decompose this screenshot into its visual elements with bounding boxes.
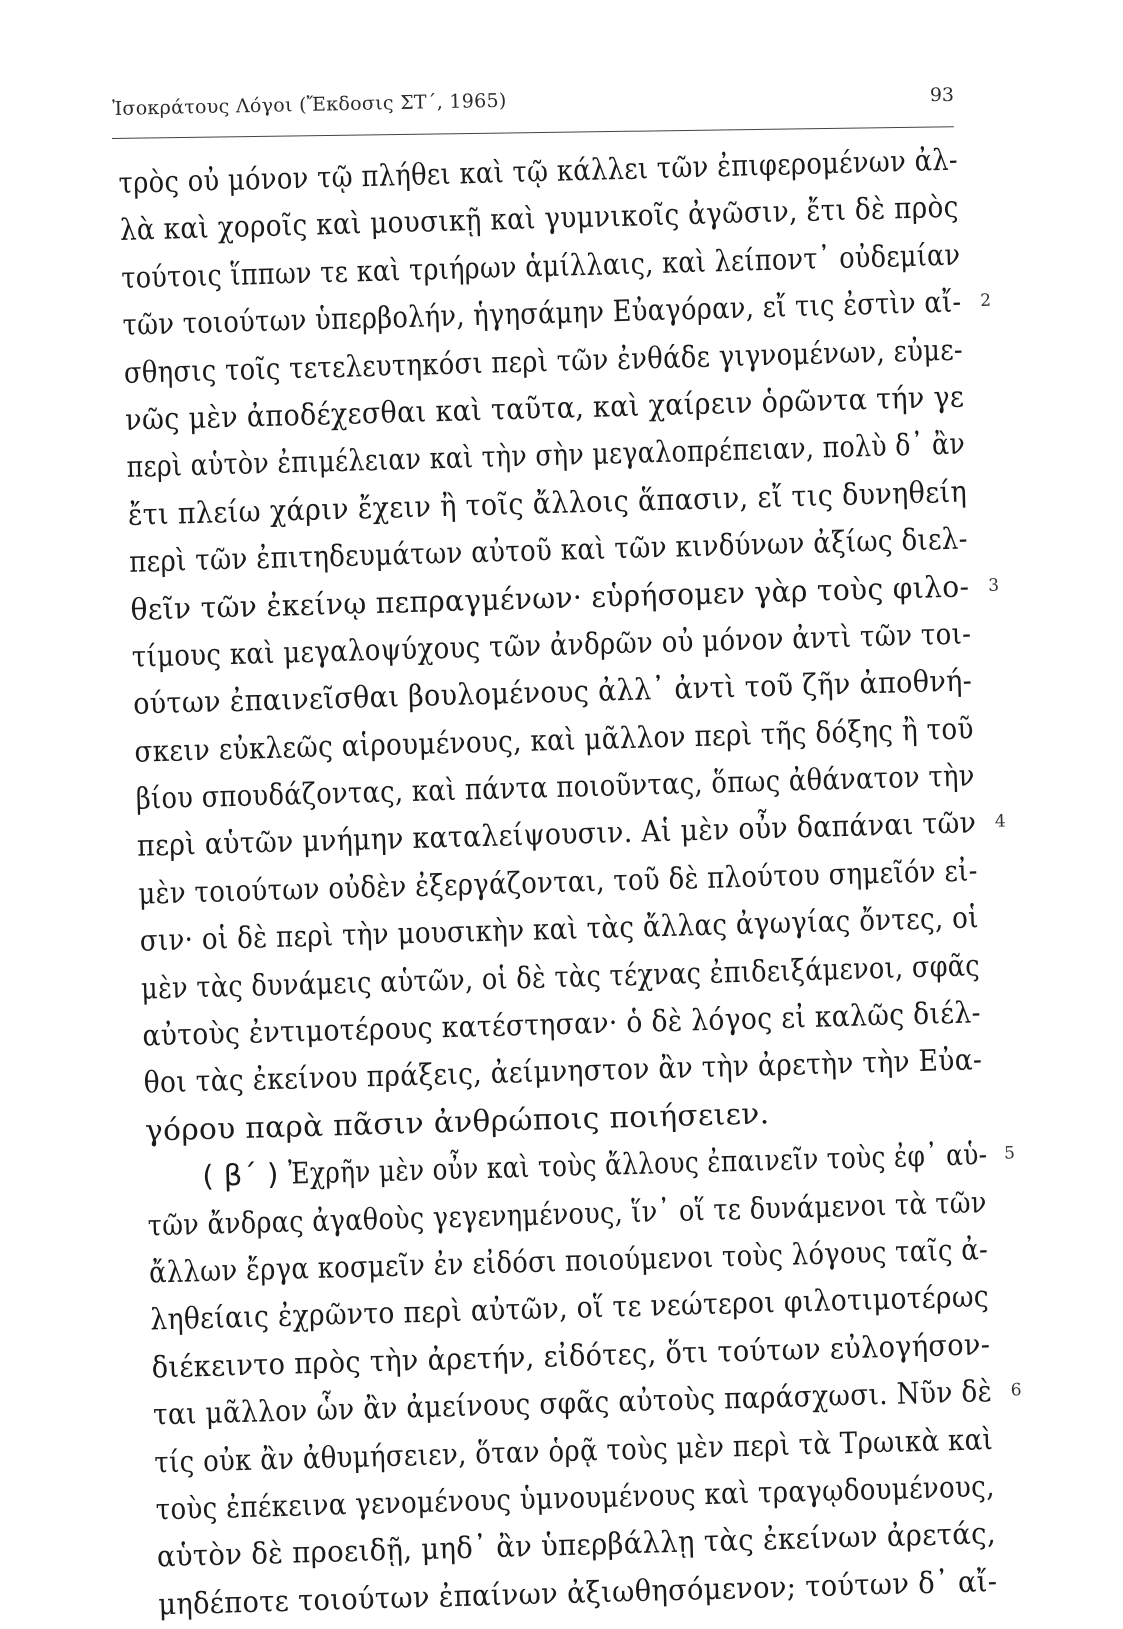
line-text: λὰ καὶ χοροῖς καὶ μουσικῇ καὶ γυμνικοῖς ἀγῶσιν, ἔτι δὲ πρὸς	[119, 189, 960, 248]
line-text: αὑτὸν δὲ προειδῇ, μηδ᾽ ἂν ὑπερβάλλῃ τὰς ἐκείνων ἀρετάς,	[156, 1516, 997, 1574]
line-text: σθησις τοῖς τετελευτηκόσι περὶ τῶν ἐνθάδε γιγνομένων, εὐμε-	[123, 332, 964, 390]
margin-section-number: 2	[979, 290, 992, 312]
line-text: περὶ τῶν ἐπιτηδευμάτων αὐτοῦ καὶ τῶν κινδύνων ἀξίως διελ-	[128, 521, 969, 579]
line-text: ούτων ἐπαινεῖσθαι βουλομένους ἀλλ᾽ ἀντὶ τοῦ ζῆν ἀποθνή-	[132, 663, 973, 722]
line-text: Ἐχρῆν μὲν οὖν καὶ τοὺς ἄλλους ἐπαινεῖν τοὺς ἐφ᾽ αὑ-	[288, 1137, 989, 1191]
line-text: θεῖν τῶν ἐκείνῳ πεπραγμένων· εὑρήσομεν γὰρ τοὺς φιλο-	[130, 568, 970, 627]
margin-section-number: 3	[987, 575, 1000, 596]
line-text: μὲν τὰς δυνάμεις αὑτῶν, οἱ δὲ τὰς τέχνας ἐπιδειξάμενοι, σφᾶς	[140, 947, 981, 1006]
line-text: ἄλλων ἔργα κοσμεῖν ἐν εἰδόσι ποιούμενοι τοὺς λόγους ταῖς ἀ-	[148, 1232, 989, 1290]
header-rule	[112, 126, 954, 139]
line-text: τῶν τοιούτων ὑπερβολήν, ἡγησάμην Εὐαγόραν, εἴ τις ἐστὶν αἴ-	[122, 284, 962, 343]
line-text: βίου σπουδάζοντας, καὶ πάντα ποιοῦντας, ὅπως ἀθάνατον τὴν	[135, 758, 976, 816]
section-marker: ( β΄ )	[201, 1157, 280, 1194]
line-text: περὶ αὑτὸν ἐπιμέλειαν καὶ τὴν σὴν μεγαλοπρέπειαν, πολὺ δ᾽ ἂν	[126, 426, 966, 485]
line-text: ἔτι πλείω χάριν ἔχειν ἢ τοῖς ἄλλοις ἅπασιν, εἴ τις δυνηθείη	[127, 474, 968, 532]
line-text: τούτοις ἵππων τε καὶ τριήρων ἁμίλλαις, καὶ λείποντ᾽ οὐδεμίαν	[120, 237, 961, 295]
line-text: τίμους καὶ μεγαλοψύχους τῶν ἀνδρῶν οὐ μόνον ἀντὶ τῶν τοι-	[131, 616, 972, 674]
line-text: τῶν ἄνδρας ἀγαθοὺς γεγενημένους, ἵν᾽ οἵ τε δυνάμενοι τὰ τῶν	[147, 1184, 988, 1243]
page-header	[112, 84, 954, 146]
margin-section-number: 6	[1010, 1380, 1023, 1401]
text-body	[118, 136, 1023, 1628]
line-text: γόρου παρὰ πᾶσιν ἀνθρώποις ποιήσειεν.	[144, 1096, 770, 1148]
line-text: ληθείαις ἐχρῶντο περὶ αὐτῶν, οἵ τε νεώτεροι φιλοτιμοτέρως	[149, 1279, 990, 1337]
line-text: τίς οὐκ ἂν ἀθυμήσειεν, ὅταν ὁρᾷ τοὺς μὲν περὶ τὰ Τρωικὰ καὶ	[153, 1421, 994, 1480]
line-text: σκειν εὐκλεῶς αἱρουμένους, καὶ μᾶλλον περὶ τῆς δόξης ἢ τοῦ	[134, 711, 975, 769]
line-text: ται μᾶλλον ὧν ἂν ἀμείνους σφᾶς αὐτοὺς παράσχωσι. Νῦν δὲ	[152, 1374, 993, 1432]
line-text: αὐτοὺς ἐντιμοτέρους κατέστησαν· ὁ δὲ λόγος εἰ καλῶς διέλ-	[141, 995, 982, 1053]
line-text: τρὸς οὐ μόνον τῷ πλήθει καὶ τῷ κάλλει τῶν ἐπιφερομένων ἀλ-	[118, 142, 959, 200]
line-text: νῶς μὲν ἀποδέχεσθαι καὶ ταῦτα, καὶ χαίρειν ὁρῶντα τήν γε	[124, 379, 965, 437]
margin-section-number: 5	[1003, 1143, 1016, 1164]
line-text: θοι τὰς ἐκείνου πράξεις, ἀείμνηστον ἂν τὴν ἀρετὴν τὴν Εὐα-	[143, 1042, 983, 1101]
line-text: περὶ αὑτῶν μνήμην καταλείψουσιν. Αἱ μὲν οὖν δαπάναι τῶν	[136, 805, 977, 864]
line-text: μὲν τοιούτων οὐδὲν ἐξεργάζονται, τοῦ δὲ πλούτου σημεῖόν εἰ-	[138, 853, 979, 911]
running-title: Ἰσοκράτους Λόγοι (Ἔκδοσις ΣΤ΄, 1965)	[112, 89, 507, 120]
line-text: μηδέποτε τοιούτων ἐπαίνων ἀξιωθησόμενον; τούτων δ᾽ αἴ-	[157, 1563, 998, 1622]
line-text: σιν· οἱ δὲ περὶ τὴν μουσικὴν καὶ τὰς ἄλλας ἀγωγίας ὄντες, οἱ	[139, 900, 980, 958]
margin-section-number: 4	[994, 811, 1007, 833]
line-text: τοὺς ἐπέκεινα γενομένους ὑμνουμένους καὶ τραγῳδουμένους,	[155, 1468, 996, 1527]
line-text: διέκειντο πρὸς τὴν ἀρετήν, εἰδότες, ὅτι τούτων εὐλογήσον-	[151, 1326, 991, 1385]
page-number: 93	[929, 84, 954, 106]
